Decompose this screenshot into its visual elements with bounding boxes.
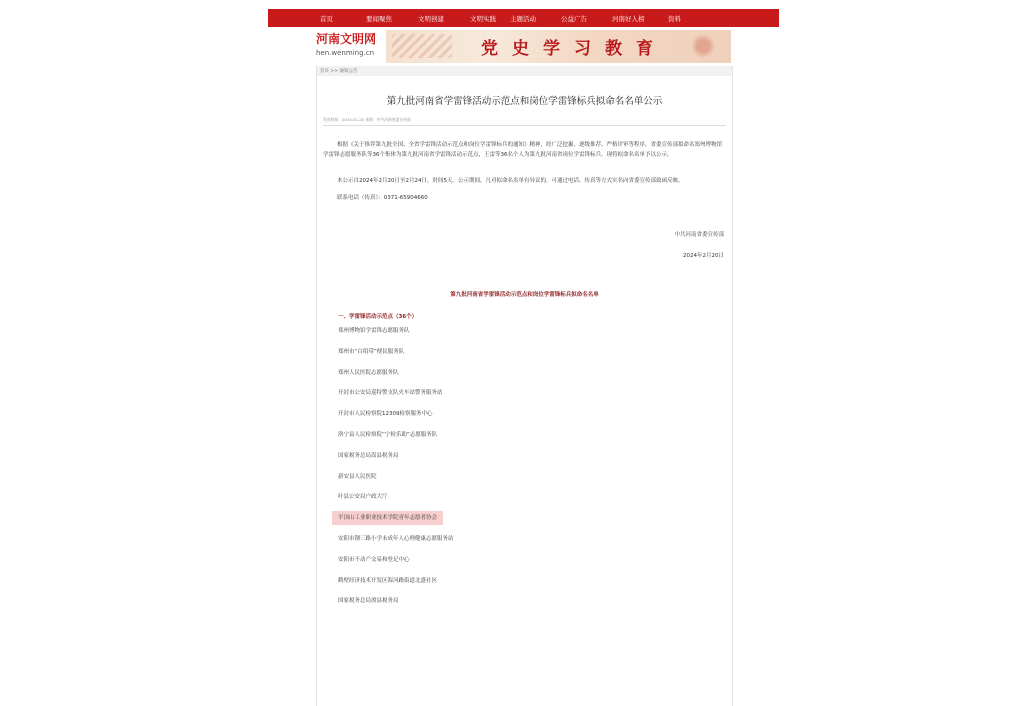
list-title: 第九批河南省学雷锋活动示范点和岗位学雷锋标兵拟命名名单 — [450, 292, 599, 298]
list-item — [338, 513, 732, 534]
nav-item[interactable]: 公益广告 — [561, 14, 587, 23]
unit-name: 国家税务总局嵩县税务局 — [338, 452, 399, 459]
list-item — [338, 576, 732, 597]
nav-item[interactable]: 文明实践 — [470, 14, 496, 23]
article-meta: 发布时间：2024-02-20 来源：中共河南省委宣传部 — [323, 117, 411, 122]
highlighted-unit: 平顶山工业职业技术学院青年志愿者协会 — [332, 511, 443, 525]
nav-item[interactable]: 主题活动 — [510, 14, 536, 23]
header-banner — [386, 30, 731, 63]
unit-name: 鹤壁经济技术开发区海河路街道北盛社区 — [338, 577, 438, 584]
divider — [323, 125, 726, 126]
unit-name: 郑州市“白绢带”便民服务队 — [338, 348, 405, 355]
list-item — [338, 326, 732, 347]
nav-item[interactable]: 要闻聚焦 — [366, 14, 392, 23]
breadcrumb[interactable]: 首页 >> 通知公告 — [317, 66, 732, 76]
banner-decoration — [392, 34, 452, 58]
nav-item[interactable]: 文明创建 — [418, 14, 444, 23]
unit-name: 开封市公安局巡特警支队火车站警务服务站 — [338, 390, 443, 397]
page — [268, 9, 779, 605]
nav-item[interactable]: 首页 — [320, 14, 333, 23]
unit-name: 郑州博物馆学雷锋志愿服务队 — [338, 328, 410, 334]
unit-name: 郑州人民医院志愿服务队 — [338, 369, 399, 376]
article-title: 第九批河南省学雷锋活动示范点和岗位学雷锋标兵拟命名名单公示 — [386, 96, 663, 107]
list-item — [338, 596, 732, 617]
banner-title: 党史学习教育 — [481, 39, 667, 59]
list-item — [338, 555, 732, 576]
list-item — [338, 451, 732, 472]
logo-text: 河南文明网 — [316, 32, 377, 46]
site-header — [268, 30, 779, 67]
site-logo[interactable] — [316, 32, 386, 64]
list-item — [338, 409, 732, 430]
unit-name: 开封市人民检察院12309检察服务中心 — [338, 411, 433, 418]
signature-date: 2024年2月20日 — [683, 253, 724, 259]
list-item — [338, 534, 732, 555]
nav-item[interactable]: 河南好人榜 — [612, 14, 645, 23]
article-container — [316, 66, 733, 706]
article-paragraph: 本公示自2024年2月20日至2月24日，时间5天。公示期间，凡对拟命名名单有异议的，可通过电话、传真等方式实名向省委宣传部致函反映。 — [337, 178, 684, 184]
top-nav — [268, 9, 779, 27]
list-item — [338, 472, 732, 493]
unit-name: 新安县人民医院 — [338, 473, 377, 480]
unit-name: 叶县公安局户政大厅 — [338, 494, 388, 501]
list-item — [338, 430, 732, 451]
nav-item[interactable]: 资料 — [668, 14, 681, 23]
signature-org: 中共河南省委宣传部 — [674, 232, 724, 238]
section-title: 一、学雷锋活动示范点（36个） — [338, 314, 418, 320]
unit-name: 安阳市不动产交易和登记中心 — [338, 556, 410, 563]
list-item — [338, 492, 732, 513]
list-item — [338, 388, 732, 409]
contact-line: 联系电话（传真）：0371-65904660 — [337, 195, 428, 201]
article-paragraph: 根据《关于推荐第九批全国、全省学雷锋活动示范点和岗位学雷锋标兵的通知》精神，经广泛挖掘、逐级推荐、严格评审等程序，省委宣传部拟命名郑州博物馆学雷锋志愿服务队等36个集体为第九批河南省学雷锋活动示范点，王雷等36名个人为第九批河南省岗位学雷锋标兵。现将拟命名名单予以公示。 — [323, 142, 723, 158]
unit-name: 洛宁县人民检察院“宁检乐助”志愿服务队 — [338, 431, 438, 438]
unit-name: 安阳市钢三路小学未成年人心理健康志愿服务站 — [338, 535, 454, 542]
banner-decoration — [683, 33, 723, 59]
list-item — [338, 347, 732, 368]
unit-name: 国家税务总局浚县税务局 — [338, 598, 399, 605]
unit-list — [338, 326, 732, 617]
list-item — [338, 368, 732, 389]
logo-url: hen.wenming.cn — [316, 49, 375, 57]
